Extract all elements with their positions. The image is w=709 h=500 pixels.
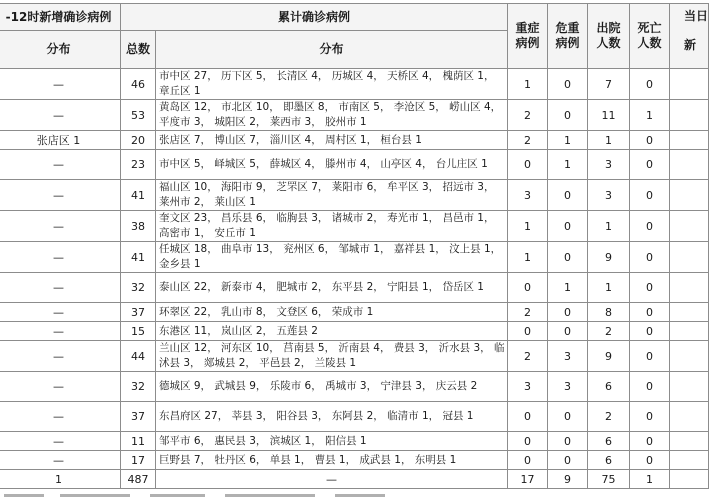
critical-cell: 0: [548, 180, 588, 211]
daily-cell: [670, 242, 709, 273]
severe-cell: 0: [508, 273, 548, 303]
new-cases-cell: —: [0, 69, 121, 100]
critical-cell: 0: [548, 303, 588, 322]
daily-cell: [670, 341, 709, 372]
daily-cell: [670, 180, 709, 211]
new-cases-total: 1: [0, 470, 121, 489]
table-row: [0, 402, 709, 432]
severe-cell: 2: [508, 131, 548, 150]
critical-cell: 0: [548, 69, 588, 100]
deaths-cell: 0: [630, 372, 670, 402]
total-header: 总数: [121, 31, 156, 69]
deaths-cell: 0: [630, 150, 670, 180]
new-cases-cell: —: [0, 273, 121, 303]
severe-cell: 2: [508, 341, 548, 372]
deaths-cell: 0: [630, 451, 670, 470]
total-cell: 37: [121, 402, 156, 432]
critical-cell: 1: [548, 273, 588, 303]
daily-cell: [670, 69, 709, 100]
severe-cell: 1: [508, 211, 548, 242]
critical-cell: 3: [548, 372, 588, 402]
discharged-cell: 3: [588, 180, 630, 211]
distribution-cell: 任城区 18， 曲阜市 13， 兖州区 6， 邹城市 1， 嘉祥县 1， 汶上县 1， 金乡县 1: [156, 242, 508, 273]
critical-cell: 3: [548, 341, 588, 372]
daily-cell: [670, 322, 709, 341]
distribution-cell: 环翠区 22， 乳山市 8， 文登区 6， 荣成市 1: [156, 303, 508, 322]
critical-cell: 0: [548, 100, 588, 131]
discharged-cell: 2: [588, 322, 630, 341]
distribution-cell: 市中区 27， 历下区 5， 长清区 4， 历城区 4， 天桥区 4， 槐荫区 1， 章丘区 1: [156, 69, 508, 100]
distribution-cell: 邹平市 6， 惠民县 3， 滨城区 1， 阳信县 1: [156, 432, 508, 451]
distribution-total: —: [156, 470, 508, 489]
discharged-total: 75: [588, 470, 630, 489]
severe-cell: 1: [508, 242, 548, 273]
cumulative-header: 累计确诊病例: [121, 4, 508, 31]
deaths-cell: 0: [630, 273, 670, 303]
severe-cell: 0: [508, 432, 548, 451]
total-sum: 487: [121, 470, 156, 489]
distribution-cell: 东港区 11， 岚山区 2， 五莲县 2: [156, 322, 508, 341]
distribution-cell: 德城区 9， 武城县 9， 乐陵市 6， 禹城市 3， 宁津县 3， 庆云县 2: [156, 372, 508, 402]
critical-cell: 0: [548, 402, 588, 432]
total-cell: 53: [121, 100, 156, 131]
table-row: [0, 131, 709, 150]
deaths-cell: 0: [630, 131, 670, 150]
new-cases-cell: —: [0, 372, 121, 402]
deaths-total: 1: [630, 470, 670, 489]
table-row: [0, 303, 709, 322]
deaths-cell: 0: [630, 341, 670, 372]
cropped-text-strip: [0, 490, 700, 500]
daily-cell: [670, 402, 709, 432]
total-cell: 11: [121, 432, 156, 451]
total-cell: 32: [121, 372, 156, 402]
severe-cell: 1: [508, 69, 548, 100]
critical-cell: 0: [548, 211, 588, 242]
table-row: [0, 273, 709, 303]
distribution-cell: 黄岛区 12， 市北区 10， 即墨区 8， 市南区 5， 李沧区 5， 崂山区 4， 平度市 3， 城阳区 2， 莱西市 3， 胶州市 1: [156, 100, 508, 131]
severe-cell: 0: [508, 150, 548, 180]
severe-cell: 2: [508, 303, 548, 322]
critical-cell: 1: [548, 150, 588, 180]
table-row: [0, 242, 709, 273]
table-row: [0, 341, 709, 372]
table-row: [0, 432, 709, 451]
deaths-cell: 0: [630, 242, 670, 273]
new-cases-cell: —: [0, 242, 121, 273]
severe-cell: 0: [508, 322, 548, 341]
critical-total: 9: [548, 470, 588, 489]
daily-cell: [670, 131, 709, 150]
deaths-cell: 0: [630, 432, 670, 451]
table-row: [0, 150, 709, 180]
total-cell: 44: [121, 341, 156, 372]
deaths-cell: 0: [630, 402, 670, 432]
daily-cell: [670, 432, 709, 451]
total-cell: 46: [121, 69, 156, 100]
distribution-cell: 市中区 5， 峄城区 5， 薛城区 4， 滕州市 4， 山亭区 4， 台儿庄区 1: [156, 150, 508, 180]
total-cell: 41: [121, 180, 156, 211]
daily-cell: [670, 211, 709, 242]
table-row: [0, 211, 709, 242]
new-cases-cell: 张店区 1: [0, 131, 121, 150]
daily-cell: [670, 451, 709, 470]
total-cell: 32: [121, 273, 156, 303]
new-cases-header: -12时新增确诊病例: [0, 4, 121, 31]
deaths-cell: 0: [630, 69, 670, 100]
critical-cell: 0: [548, 451, 588, 470]
deaths-header: 死亡 人数: [630, 4, 670, 69]
discharged-cell: 1: [588, 131, 630, 150]
new-cases-cell: —: [0, 322, 121, 341]
totals-row: [0, 470, 709, 489]
table-row: [0, 372, 709, 402]
severe-cell: 3: [508, 372, 548, 402]
new-cases-cell: —: [0, 303, 121, 322]
total-cell: 20: [121, 131, 156, 150]
total-cell: 38: [121, 211, 156, 242]
daily-cell: [670, 372, 709, 402]
critical-cell: 0: [548, 322, 588, 341]
total-cell: 37: [121, 303, 156, 322]
total-cell: 17: [121, 451, 156, 470]
table-row: [0, 100, 709, 131]
deaths-cell: 0: [630, 322, 670, 341]
distribution-cell: 奎文区 23， 昌乐县 6， 临朐县 3， 诸城市 2， 寿光市 1， 昌邑市 1， 高密市 1， 安丘市 1: [156, 211, 508, 242]
discharged-cell: 1: [588, 211, 630, 242]
discharged-cell: 1: [588, 273, 630, 303]
critical-cell: 1: [548, 131, 588, 150]
total-cell: 15: [121, 322, 156, 341]
discharged-cell: 6: [588, 432, 630, 451]
daily-cell: [670, 150, 709, 180]
total-cell: 23: [121, 150, 156, 180]
daily-cell: [670, 100, 709, 131]
table-row: [0, 180, 709, 211]
distribution2-header: 分布: [156, 31, 508, 69]
distribution-cell: 兰山区 12， 河东区 10， 莒南县 5， 沂南县 4， 费县 3， 沂水县 3， 临沭县 3， 郯城县 2， 平邑县 2， 兰陵县 1: [156, 341, 508, 372]
discharged-cell: 11: [588, 100, 630, 131]
new-cases-cell: —: [0, 180, 121, 211]
daily-cell: [670, 273, 709, 303]
discharged-cell: 2: [588, 402, 630, 432]
new-cases-cell: —: [0, 432, 121, 451]
total-cell: 41: [121, 242, 156, 273]
discharged-cell: 9: [588, 341, 630, 372]
discharged-header: 出院 人数: [588, 4, 630, 69]
severe-cell: 0: [508, 402, 548, 432]
deaths-cell: 0: [630, 303, 670, 322]
distribution-cell: 巨野县 7， 牡丹区 6， 单县 1， 曹县 1， 成武县 1， 东明县 1: [156, 451, 508, 470]
critical-cell: 0: [548, 432, 588, 451]
covid-case-table: [0, 3, 709, 489]
table-row: [0, 69, 709, 100]
daily-cell: [670, 470, 709, 489]
distribution-cell: 福山区 10， 海阳市 9， 芝罘区 7， 莱阳市 6， 牟平区 3， 招远市 3， 莱州市 2， 莱山区 1: [156, 180, 508, 211]
severe-total: 17: [508, 470, 548, 489]
new-cases-cell: —: [0, 100, 121, 131]
discharged-cell: 3: [588, 150, 630, 180]
discharged-cell: 9: [588, 242, 630, 273]
deaths-cell: 0: [630, 180, 670, 211]
new-cases-cell: —: [0, 451, 121, 470]
daily-cell: [670, 303, 709, 322]
severe-header: 重症 病例: [508, 4, 548, 69]
discharged-cell: 6: [588, 451, 630, 470]
new-cases-cell: —: [0, 211, 121, 242]
severe-cell: 2: [508, 100, 548, 131]
deaths-cell: 1: [630, 100, 670, 131]
discharged-cell: 8: [588, 303, 630, 322]
distribution-cell: 东昌府区 27， 莘县 3， 阳谷县 3， 东阿县 2， 临清市 1， 冠县 1: [156, 402, 508, 432]
distribution-cell: 泰山区 22， 新泰市 4， 肥城市 2， 东平县 2， 宁阳县 1， 岱岳区 1: [156, 273, 508, 303]
new-cases-cell: —: [0, 341, 121, 372]
new-cases-cell: —: [0, 402, 121, 432]
discharged-cell: 6: [588, 372, 630, 402]
deaths-cell: 0: [630, 211, 670, 242]
discharged-cell: 7: [588, 69, 630, 100]
new-cases-cell: —: [0, 150, 121, 180]
critical-header: 危重 病例: [548, 4, 588, 69]
severe-cell: 3: [508, 180, 548, 211]
distribution-cell: 张店区 7， 博山区 7， 淄川区 4， 周村区 1， 桓台县 1: [156, 131, 508, 150]
critical-cell: 0: [548, 242, 588, 273]
table-row: [0, 322, 709, 341]
distribution-header: 分布: [0, 31, 121, 69]
severe-cell: 0: [508, 451, 548, 470]
table-row: [0, 451, 709, 470]
daily-header: 当日 新: [670, 4, 709, 69]
